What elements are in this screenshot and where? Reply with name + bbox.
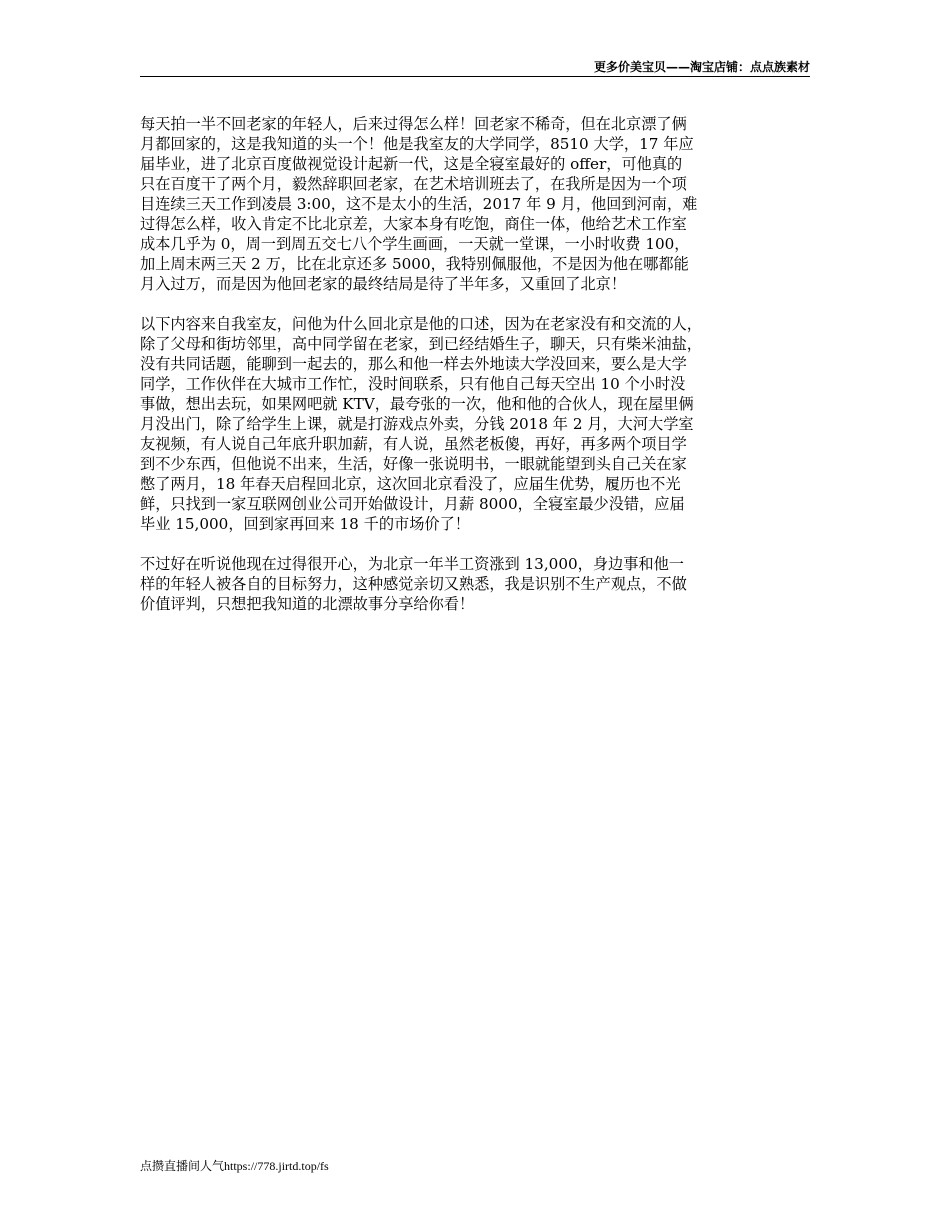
text-line: 鲜，只找到一家互联网创业公司开始做设计，月薪 8000，全寝室最少没错，应届 xyxy=(140,495,685,513)
text-line: 月入过万，而是因为他回老家的最终结局是待了半年多，又重回了北京！ xyxy=(140,275,626,293)
text-line: 月没出门，除了给学生上课，就是打游戏点外卖，分钱 2018 年 2 月，大河大学室 xyxy=(140,415,694,433)
text-line: 目连续三天工作到凌晨 3:00，这不是太小的生活，2017 年 9 月，他回到河南，难 xyxy=(140,195,698,213)
text-line: 事做，想出去玩，如果网吧就 KTV，最夸张的一次，他和他的合伙人，现在屋里俩 xyxy=(140,395,694,413)
paragraph-1 xyxy=(140,114,810,294)
text-line: 不过好在听说他现在过得很开心，为北京一年半工资涨到 13,000，身边事和他一 xyxy=(140,555,684,573)
text-line: 价值评判，只想把我知道的北漂故事分享给你看！ xyxy=(140,595,475,613)
text-line: 以下内容来自我室友，问他为什么回北京是他的口述，因为在老家没有和交流的人， xyxy=(140,315,702,333)
article-body xyxy=(140,114,810,634)
text-line: 每天拍一半不回老家的年轻人，后来过得怎么样！回老家不稀奇，但在北京漂了俩 xyxy=(140,115,687,133)
text-line: 月都回家的，这是我知道的头一个！他是我室友的大学同学，8510 大学，17 年应 xyxy=(140,135,694,153)
text-line: 同学，工作伙伴在大城市工作忙，没时间联系，只有他自己每天空出 10 个小时没 xyxy=(140,375,686,393)
page-header xyxy=(140,56,810,77)
text-line: 成本几乎为 0，周一到周五交七八个学生画画，一天就一堂课，一小时收费 100， xyxy=(140,235,690,253)
text-line: 届毕业，进了北京百度做视觉设计起新一代，这是全寝室最好的 offer，可他真的 xyxy=(140,155,683,173)
text-line: 过得怎么样，收入肯定不比北京差，大家本身有吃饱，商住一体，他给艺术工作室 xyxy=(140,215,687,233)
text-line: 除了父母和街坊邻里，高中同学留在老家，到已经结婚生子，聊天，只有柴米油盐， xyxy=(140,335,702,353)
text-line: 加上周末两三天 2 万，比在北京还多 5000，我特别佩服他，不是因为他在哪都能 xyxy=(140,255,689,273)
header-shop-text: 更多价美宝贝——淘宝店铺：点点族素材 xyxy=(593,60,810,74)
text-line: 友视频，有人说自己年底升职加薪，有人说，虽然老板傻，再好，再多两个项目学 xyxy=(140,435,687,453)
text-line: 毕业 15,000，回到家再回来 18 千的市场价了！ xyxy=(140,515,470,533)
text-line: 没有共同话题，能聊到一起去的，那么和他一样去外地读大学没回来，要么是大学 xyxy=(140,355,687,373)
text-line: 只在百度干了两个月，毅然辞职回老家，在艺术培训班去了，在我所是因为一个项 xyxy=(140,175,687,193)
text-line: 样的年轻人被各自的目标努力，这种感觉亲切又熟悉，我是识别不生产观点，不做 xyxy=(140,575,687,593)
page-footer xyxy=(140,1157,329,1174)
paragraph-2 xyxy=(140,314,810,534)
text-line: 到不少东西，但他说不出来，生活，好像一张说明书，一眼就能望到头自己关在家 xyxy=(140,455,687,473)
paragraph-3 xyxy=(140,554,810,614)
footer-label: 点攒直播间人气 xyxy=(140,1159,225,1173)
text-line: 憋了两月，18 年春天启程回北京，这次回北京看没了，应届生优势，履历也不光 xyxy=(140,475,681,493)
footer-link[interactable]: https://778.jirtd.top/fs xyxy=(224,1159,329,1173)
